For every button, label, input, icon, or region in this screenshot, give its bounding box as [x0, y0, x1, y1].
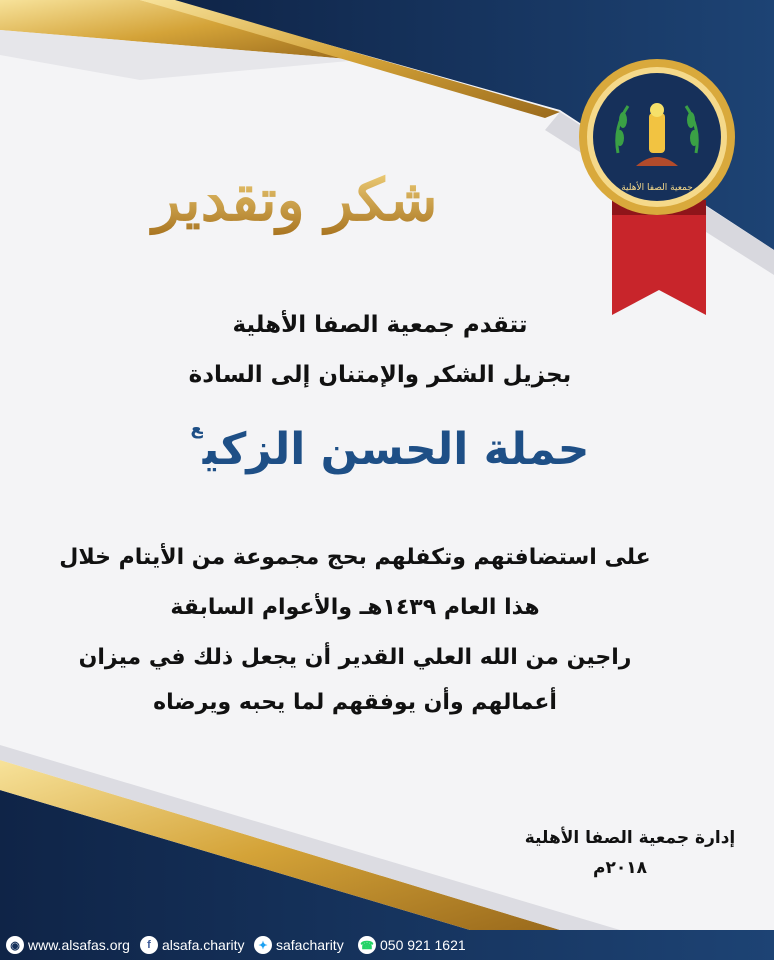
body-line-4: أعمالهم وأن يوفقهم لما يحبه ويرضاه	[153, 690, 557, 715]
signature-line-2: ٢٠١٨م	[593, 858, 647, 878]
body-line-3: راجين من الله العلي القدير أن يجعل ذلك في ميزان	[78, 645, 632, 670]
intro-line-1: تتقدم جمعية الصفا الأهلية	[232, 312, 528, 338]
logo-medallion	[578, 58, 736, 216]
website-text: www.alsafas.org	[28, 937, 130, 953]
title-art-text: شكر وتقدير	[152, 166, 438, 234]
footer-twitter[interactable]	[254, 935, 344, 955]
facebook-text: alsafa.charity	[162, 937, 245, 953]
campaign-name-text: حملة الحسن الزكي	[202, 424, 590, 475]
body-line-2: هذا العام ١٤٣٩هـ والأعوام السابقة	[170, 595, 540, 620]
twitter-icon: ✦	[254, 936, 272, 954]
title-calligraphy	[145, 110, 445, 280]
footer-whatsapp[interactable]	[358, 935, 466, 955]
whatsapp-icon: ☎	[358, 936, 376, 954]
intro-line-2: بجزيل الشكر والإمتنان إلى السادة	[188, 362, 572, 388]
body-line-1: على استضافتهم وتكفلهم بحج مجموعة من الأيتام خلال	[59, 545, 651, 570]
signature-line-1: إدارة جمعية الصفا الأهلية	[524, 828, 736, 848]
globe-icon: ◉	[6, 936, 24, 954]
twitter-text: safacharity	[276, 937, 344, 953]
campaign-superscript: ع	[190, 418, 203, 439]
facebook-icon: f	[140, 936, 158, 954]
ribbon	[612, 200, 706, 315]
footer-facebook[interactable]	[140, 935, 244, 955]
campaign-name	[110, 418, 670, 475]
logo-text: جمعية الصفا الأهلية	[621, 183, 693, 193]
phone-text: 050 921 1621	[380, 937, 466, 953]
footer-contacts	[0, 930, 774, 960]
footer-website[interactable]	[6, 935, 130, 955]
